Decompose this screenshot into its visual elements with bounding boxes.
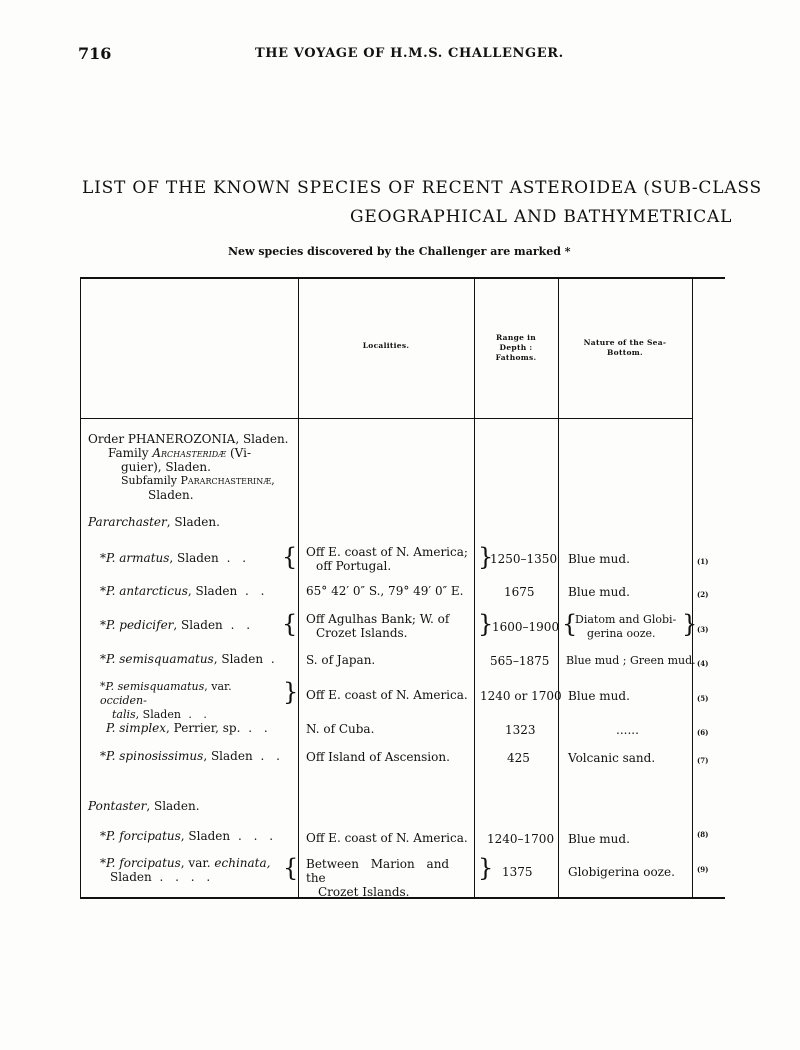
column-divider <box>558 278 559 898</box>
depth-cell: 1323 <box>505 723 536 737</box>
species-cell: *P. armatus, Sladen . . <box>100 551 251 565</box>
bottom-line1: Diatom and Globi- <box>575 613 677 626</box>
left-brace: { <box>282 610 298 638</box>
species-cell: *P. antarcticus, Sladen . . <box>100 584 269 598</box>
right-brace: } <box>478 610 494 638</box>
locality-line2: Crozet Islands. <box>318 885 410 899</box>
species-author: , Sladen <box>187 584 238 598</box>
header-bottom-line2: Bottom. <box>607 348 643 358</box>
genus-author: , Sladen. <box>146 799 200 813</box>
species-name: P. pedicifer <box>106 618 174 632</box>
genus-name: Pontaster <box>88 799 147 813</box>
locality-line2: Crozet Islands. <box>316 626 408 640</box>
variety-name: occiden- <box>100 694 147 707</box>
header-depth-line2: Depth : <box>499 343 533 353</box>
species-cell: P. simplex, Perrier, sp. . . <box>106 721 272 735</box>
species-name: P. antarcticus <box>106 584 188 598</box>
bottom-cell: Blue mud. <box>568 689 630 703</box>
species-name: P. forcipatus <box>106 829 181 843</box>
genus-name: Pararchaster <box>88 515 167 529</box>
right-brace: } <box>478 854 494 882</box>
family-heading-cont: guier), Sladen. <box>121 460 211 474</box>
species-cell: *P. semisquamatus, Sladen . <box>100 652 279 666</box>
subfamily-name: Pararchasterinæ, <box>180 474 275 487</box>
locality-cell: Off Island of Ascension. <box>306 750 450 764</box>
bottom-cell: Volcanic sand. <box>568 751 656 765</box>
new-species-mark: * <box>100 829 106 843</box>
depth-cell: 1250–1350 <box>490 552 558 566</box>
locality-cell <box>306 857 472 899</box>
header-bottom-line1: Nature of the Sea- <box>583 338 667 347</box>
bottom-cell: Globigerina ooze. <box>568 865 675 879</box>
species-author: , Sladen <box>213 652 264 666</box>
column-divider <box>80 278 81 898</box>
bottom-cell: Blue mud. <box>568 832 630 846</box>
species-author: , Sladen <box>203 749 253 763</box>
list-subtitle: New species discovered by the Challenger are marked * <box>228 245 571 258</box>
locality-cell <box>306 545 472 573</box>
new-species-mark: * <box>100 652 106 666</box>
variety-author: Sladen <box>110 870 152 884</box>
locality-cell: Off E. coast of N. America. <box>306 831 468 845</box>
new-species-mark: * <box>100 551 106 565</box>
left-brace: { <box>283 854 299 882</box>
order-name: Order PHANEROZONIA, Sladen. <box>88 432 289 446</box>
right-brace: } <box>478 543 494 571</box>
table-top-rule <box>80 277 725 279</box>
header-depth <box>476 333 556 363</box>
header-depth-line1: Range in <box>495 333 537 342</box>
family-name: Archasteridæ <box>152 446 227 460</box>
bottom-cell: Blue mud ; Green mud. <box>566 654 696 667</box>
genus-heading <box>88 515 220 529</box>
footnote-ref: (9) <box>697 865 709 874</box>
new-species-mark: * <box>100 856 106 870</box>
left-brace: { <box>282 543 298 571</box>
locality-cell: N. of Cuba. <box>306 722 375 736</box>
footnote-ref: (2) <box>697 590 709 599</box>
locality-line1: Off E. coast of N. America; <box>306 545 468 559</box>
depth-cell: 1375 <box>502 865 533 879</box>
species-name: P. forcipatus <box>106 856 181 870</box>
header-depth-line3: Fathoms. <box>495 353 537 363</box>
locality-cell: S. of Japan. <box>306 653 376 667</box>
new-species-mark: * <box>100 680 106 693</box>
column-divider <box>298 278 299 898</box>
locality-cell: Off E. coast of N. America. <box>306 688 468 702</box>
species-author: , Sladen <box>180 829 231 843</box>
variety-name: echinata, <box>214 856 271 870</box>
species-name: P. semisquamatus <box>105 680 205 693</box>
new-species-mark: * <box>100 749 106 763</box>
column-divider <box>692 278 693 898</box>
bottom-cell: Blue mud. <box>568 585 630 599</box>
depth-cell: 565–1875 <box>490 654 550 668</box>
new-species-mark: * <box>100 584 106 598</box>
species-author: , var. <box>180 856 211 870</box>
depth-cell: 425 <box>507 751 530 765</box>
header-localities: Localities. <box>362 341 410 350</box>
footnote-ref: (8) <box>697 830 709 839</box>
bottom-cell: Blue mud. <box>568 552 630 566</box>
list-title-line1: LIST OF THE KNOWN SPECIES OF RECENT ASTEROIDEA (SUB-CLASS <box>82 178 762 198</box>
right-brace: } <box>283 678 299 706</box>
species-name: P. simplex <box>106 721 167 735</box>
header-sea-bottom <box>560 338 690 358</box>
species-cell: *P. forcipatus, var. echinata, Sladen . . . . <box>100 856 271 884</box>
family-label: Family <box>108 446 149 460</box>
column-divider <box>474 278 475 898</box>
bottom-line2: gerina ooze. <box>587 627 656 640</box>
list-title-line2: GEOGRAPHICAL AND BATHYMETRICAL <box>350 207 733 227</box>
species-name: P. spinosissimus <box>106 749 204 763</box>
depth-cell: 1240 or 1700 <box>480 689 562 703</box>
locality-cell: 65° 42′ 0″ S., 79° 49′ 0″ E. <box>306 584 464 598</box>
species-cell: *P. spinosissimus, Sladen . . <box>100 749 284 763</box>
species-name: P. semisquamatus <box>106 652 214 666</box>
family-heading <box>108 446 294 460</box>
depth-cell: 1240–1700 <box>487 832 555 846</box>
species-name: P. armatus <box>106 551 170 565</box>
species-author: , Sladen <box>169 551 219 565</box>
genus-author: , Sladen. <box>166 515 220 529</box>
new-species-mark: * <box>100 618 106 632</box>
species-cell: *P. forcipatus, Sladen . . . <box>100 829 278 843</box>
species-author: , Perrier, sp. <box>166 721 241 735</box>
order-heading <box>88 432 289 446</box>
species-author: , Sladen <box>173 618 223 632</box>
bottom-cell <box>575 613 676 641</box>
footnote-ref: (4) <box>697 659 709 668</box>
locality-line1: Between Marion and the <box>306 857 450 885</box>
running-head-title: THE VOYAGE OF H.M.S. CHALLENGER. <box>255 46 564 61</box>
bottom-cell: ...... <box>616 723 639 737</box>
depth-cell: 1600–1900 <box>492 620 560 634</box>
variety-author: , Sladen <box>135 708 181 721</box>
footnote-ref: (6) <box>697 728 709 737</box>
left-brace: { <box>562 610 578 638</box>
family-author-a: (Vi- <box>229 446 252 460</box>
species-cell: *P. pedicifer, Sladen . . <box>100 618 255 632</box>
variety-name-cont: talis <box>112 708 136 721</box>
footnote-ref: (5) <box>697 694 709 703</box>
genus-heading <box>88 799 200 813</box>
subfamily-label: Subfamily <box>121 474 177 487</box>
locality-line1: Off Agulhas Bank; W. of <box>306 612 450 626</box>
subfamily-heading-cont: Sladen. <box>148 488 194 502</box>
species-author: , var. <box>204 680 232 693</box>
locality-cell <box>306 612 472 640</box>
right-brace: } <box>682 610 698 638</box>
footnote-ref: (1) <box>697 557 709 566</box>
footnote-ref: (7) <box>697 756 709 765</box>
locality-line2: off Portugal. <box>316 559 392 573</box>
species-cell: *P. semisquamatus, var. occiden- talis, Sladen . . <box>100 680 232 721</box>
footnote-ref: (3) <box>697 625 709 634</box>
page-number: 716 <box>78 44 112 63</box>
subfamily-heading <box>121 474 275 488</box>
depth-cell: 1675 <box>504 585 535 599</box>
header-bottom-rule <box>80 418 692 419</box>
